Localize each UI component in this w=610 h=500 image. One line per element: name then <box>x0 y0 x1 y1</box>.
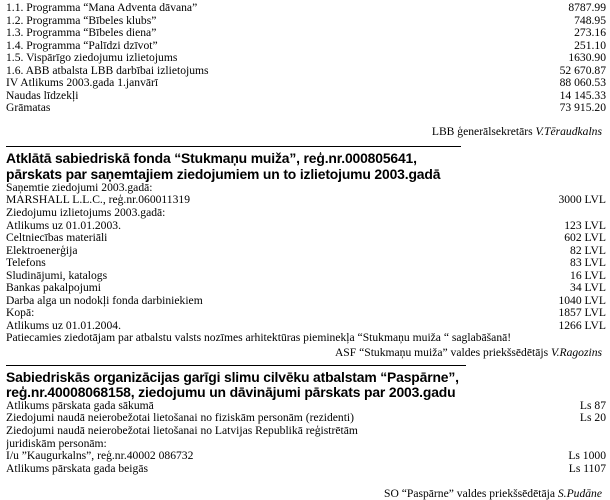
section-stukmanu-rows <box>6 182 606 333</box>
report-row-amount: Ls 20 <box>579 411 606 425</box>
signature-lbb-title: LBB ģenerālsekretārs <box>431 124 536 138</box>
section-pasparne-rows <box>6 400 606 475</box>
report-row <box>6 282 606 295</box>
signature-so-title: SO “Paspārne” valdes priekšsēdētāja <box>384 486 558 500</box>
section2-heading-line1: Atklātā sabiedriskā fonda “Stukmaņu muiža”, reģ.nr.000805641, <box>6 150 417 167</box>
report-row <box>6 102 606 115</box>
report-row <box>6 40 606 53</box>
section2-thanks-note: Patiecamies ziedotājam par atbalstu valsts nozīmes arhitektūras pieminekļa “Stukmaņu muiža “ saglabāšanā! <box>6 331 512 345</box>
report-row-label: 1.4. Programma “Palīdzi dzīvot” <box>6 39 158 52</box>
report-row-amount: 52 670.87 <box>559 63 606 77</box>
report-row-label: 1.2. Programma “Bībeles klubs” <box>6 14 157 27</box>
spacer <box>6 138 606 146</box>
report-row-label: Ziedojumi naudā neierobežotai lietošanai no Latvijas Republikā reģistrētām <box>6 425 358 438</box>
section2-heading-line2: pārskats par saņemtajiem ziedojumiem un to izlietojumu 2003.gadā <box>6 165 441 182</box>
report-row <box>6 450 606 463</box>
report-row-label: Darba alga un nodokļi fonda darbiniekiem <box>6 294 203 307</box>
report-row-label: 1.6. ABB atbalsta LBB darbībai izlietojums <box>6 64 209 77</box>
signature-lbb-name: V.Tēraudkalns <box>535 124 602 138</box>
report-row-label: I/u ”Kaugurkalns”, reģ.nr.40002 086732 <box>6 450 194 463</box>
section-lbb-rows <box>6 2 606 115</box>
report-row <box>6 438 606 451</box>
report-row-label: Atlikums uz 01.01.2004. <box>6 319 121 332</box>
report-row-label: Atlikums pārskata gada sākumā <box>6 399 154 412</box>
report-row <box>6 245 606 258</box>
report-row-amount: 251.10 <box>574 38 606 52</box>
report-row <box>6 207 606 220</box>
report-row-label: 1.1. Programma “Mana Adventa dāvana” <box>6 2 198 14</box>
report-row-label: IV Atlikums 2003.gada 1.janvārī <box>6 77 159 90</box>
report-row <box>6 27 606 40</box>
report-row <box>6 295 606 308</box>
report-row-label: Telefons <box>6 257 46 270</box>
report-row <box>6 77 606 90</box>
report-row <box>6 90 606 103</box>
report-row <box>6 463 606 476</box>
report-row-amount: 1630.90 <box>568 51 606 65</box>
report-row-label: Sludinājumi, katalogs <box>6 269 108 282</box>
signature-asf-title: ASF “Stukmaņu muiža” valdes priekšsēdētājs <box>334 345 551 359</box>
report-row-amount: 82 LVL <box>570 243 606 257</box>
signature-so <box>6 488 606 500</box>
report-row-amount: 34 LVL <box>570 281 606 295</box>
report-row-amount: 123 LVL <box>564 218 606 232</box>
section3-heading-line2: reģ.nr.40008068158, ziedojumu un dāvinājumi pārskats par 2003.gadu <box>6 383 456 400</box>
report-row <box>6 270 606 283</box>
signature-lbb <box>6 126 606 139</box>
report-row-amount: 748.95 <box>574 13 606 27</box>
report-row-amount: 83 LVL <box>570 256 606 270</box>
report-row-label: Celtniecības materiāli <box>6 232 108 245</box>
report-row-label: Naudas līdzekļi <box>6 89 79 102</box>
report-row-label: Elektroenerģija <box>6 244 78 257</box>
report-row <box>6 182 606 195</box>
report-row <box>6 232 606 245</box>
report-row-amount: Ls 87 <box>579 398 606 412</box>
report-row <box>6 194 606 207</box>
report-row-amount: 16 LVL <box>570 268 606 282</box>
report-row <box>6 307 606 320</box>
report-row <box>6 220 606 233</box>
report-row-label: Kopā: <box>6 307 35 320</box>
report-row-label: MARSHALL L.L.C., reģ.nr.060011319 <box>6 194 190 207</box>
report-row-label: Bankas pakalpojumi <box>6 282 101 295</box>
report-row-amount: Ls 1107 <box>568 461 606 475</box>
signature-so-name: S.Pudāne <box>557 486 602 500</box>
report-row-label: Grāmatas <box>6 102 51 115</box>
report-row-amount: 8787.99 <box>568 1 606 14</box>
report-row-amount: Ls 1000 <box>568 449 606 463</box>
section-lbb-report <box>6 0 606 138</box>
section-stukmanu-muiza <box>6 151 606 359</box>
report-row-amount: 602 LVL <box>564 231 606 245</box>
report-row <box>6 412 606 425</box>
report-row-amount: 73 915.20 <box>559 101 606 115</box>
report-row-label: Atlikums pārskata gada beigās <box>6 462 148 475</box>
report-row <box>6 400 606 413</box>
report-row-amount: 273.16 <box>574 26 606 40</box>
report-row-label: Saņemtie ziedojumi 2003.gadā: <box>6 181 153 194</box>
report-row-label: Ziedojumi naudā neierobežotai lietošanai no fiziskām personām (rezidenti) <box>6 412 355 425</box>
report-row-amount: 88 060.53 <box>559 76 606 90</box>
report-row-label: Atlikums uz 01.01.2003. <box>6 219 121 232</box>
report-row-label: Ziedojumu izlietojums 2003.gadā: <box>6 206 166 219</box>
report-row-amount: 3000 LVL <box>558 193 606 207</box>
report-row-label: 1.5. Vispārīgo ziedojumu izlietojums <box>6 52 178 65</box>
report-row-amount: 1857 LVL <box>558 306 606 320</box>
report-row <box>6 52 606 65</box>
report-row <box>6 15 606 28</box>
report-row <box>6 2 606 15</box>
report-row <box>6 65 606 78</box>
report-row-amount: 1266 LVL <box>558 318 606 332</box>
section3-heading-line1: Sabiedriskās organizācijas garīgi slimu cilvēku atbalstam “Paspārne”, <box>6 368 459 385</box>
section-pasparne <box>6 370 606 500</box>
signature-asf <box>6 347 606 360</box>
report-row-label: juridiskām personām: <box>6 437 107 450</box>
report-row-amount: 1040 LVL <box>558 293 606 307</box>
report-row-label: 1.3. Programma “Bībeles diena” <box>6 27 157 40</box>
signature-asf-name: V.Ragozins <box>551 345 602 359</box>
report-row-amount: 14 145.33 <box>559 88 606 102</box>
report-row <box>6 425 606 438</box>
report-row <box>6 257 606 270</box>
